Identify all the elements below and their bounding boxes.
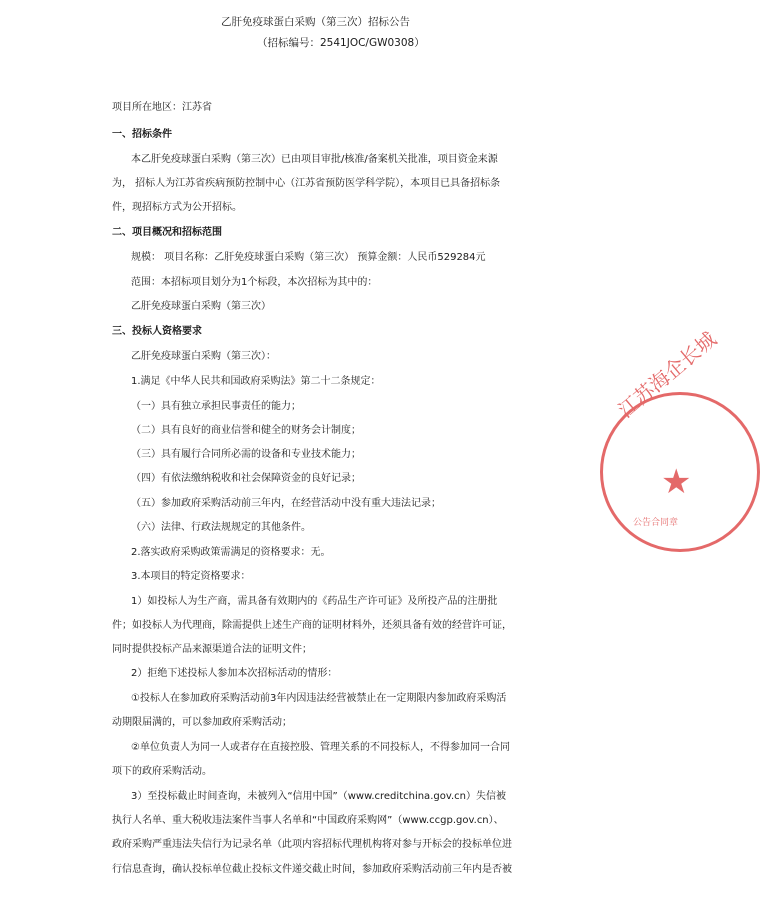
qualification-line: 乙肝免疫球蛋白采购（第三次）：	[131, 351, 276, 362]
qualification-line: （三）具有履行合同所必需的设备和专业技术能力；	[131, 449, 361, 460]
qualification-line: 1）如投标人为生产商，需具备有效期内的《药品生产许可证》及所投产品的注册批	[131, 596, 498, 607]
section-heading-3: 三、投标人资格要求	[112, 326, 202, 337]
document-title: 乙肝免疫球蛋白采购（第三次）招标公告	[221, 16, 410, 28]
qualification-line: 2）拒绝下述投标人参加本次招标活动的情形：	[131, 668, 338, 679]
company-seal	[600, 326, 760, 552]
qualification-line: 件；如投标人为代理商，除需提供上述生产商的证明材料外，还须具备有效的经营许可证，	[112, 620, 512, 631]
qualification-line: 3.本项目的特定资格要求：	[131, 571, 251, 582]
qualification-line: （一）具有独立承担民事责任的能力；	[131, 401, 301, 412]
qualification-line: 3）至投标截止时间查询，未被列入“信用中国”（www.creditchina.gov.cn）失信被	[131, 791, 506, 802]
tender-code: （招标编号：2541JOC/GW0308）	[257, 37, 425, 49]
qualification-line: ①投标人在参加政府采购活动前3年内因违法经营被禁止在一定期限内参加政府采购活	[131, 693, 507, 704]
qualification-line: 项下的政府采购活动。	[112, 766, 212, 777]
qualification-line: （二）具有良好的商业信誉和健全的财务会计制度；	[131, 425, 361, 436]
qualification-line: 政府采购严重违法失信行为记录名单（此项内容招标代理机构将对参与开标会的投标单位进	[112, 839, 512, 850]
qualification-line: （六）法律、行政法规规定的其他条件。	[131, 522, 311, 533]
star-icon: ★	[661, 462, 692, 502]
qualification-line: （五）参加政府采购活动前三年内，在经营活动中没有重大违法记录；	[131, 498, 441, 509]
sec1-paragraph-line: 件，现招标方式为公开招标。	[112, 202, 242, 213]
qualification-line: （四）有依法缴纳税收和社会保障资金的良好记录；	[131, 473, 361, 484]
qualification-line: ②单位负责人为同一人或者存在直接控股、管理关系的不同投标人，不得参加同一合同	[131, 742, 510, 753]
project-region: 项目所在地区：江苏省	[112, 102, 212, 113]
qualification-line: 2.落实政府采购政策需满足的资格要求：无。	[131, 547, 331, 558]
project-scale: 规模： 项目名称：乙肝免疫球蛋白采购（第三次） 预算金额：人民币529284元	[131, 252, 486, 263]
qualification-line: 同时提供投标产品来源渠道合法的证明文件；	[112, 644, 312, 655]
qualification-line: 执行人名单、重大税收违法案件当事人名单和“中国政府采购网”（www.ccgp.gov.cn）、	[112, 815, 504, 826]
section-heading-1: 一、招标条件	[112, 129, 172, 140]
seal-subtext: 公告合同章	[633, 518, 679, 528]
qualification-line: 行信息查询，确认投标单位截止投标文件递交截止时间，参加政府采购活动前三年内是否被	[112, 864, 512, 875]
lot-name: 乙肝免疫球蛋白采购（第三次）	[131, 301, 271, 312]
seal-text: 江苏海企长城	[613, 326, 721, 423]
qualification-line: 1.满足《中华人民共和国政府采购法》第二十二条规定：	[131, 376, 381, 387]
project-scope: 范围：本招标项目划分为1个标段，本次招标为其中的：	[131, 277, 378, 288]
sec1-paragraph-line: 本乙肝免疫球蛋白采购（第三次）已由项目审批/核准/备案机关批准，项目资金来源	[131, 154, 498, 165]
section-heading-2: 二、项目概况和招标范围	[112, 227, 222, 238]
qualification-line: 动期限届满的，可以参加政府采购活动；	[112, 717, 292, 728]
sec1-paragraph-line: 为， 招标人为江苏省疾病预防控制中心（江苏省预防医学科学院），本项目已具备招标条	[112, 178, 501, 189]
